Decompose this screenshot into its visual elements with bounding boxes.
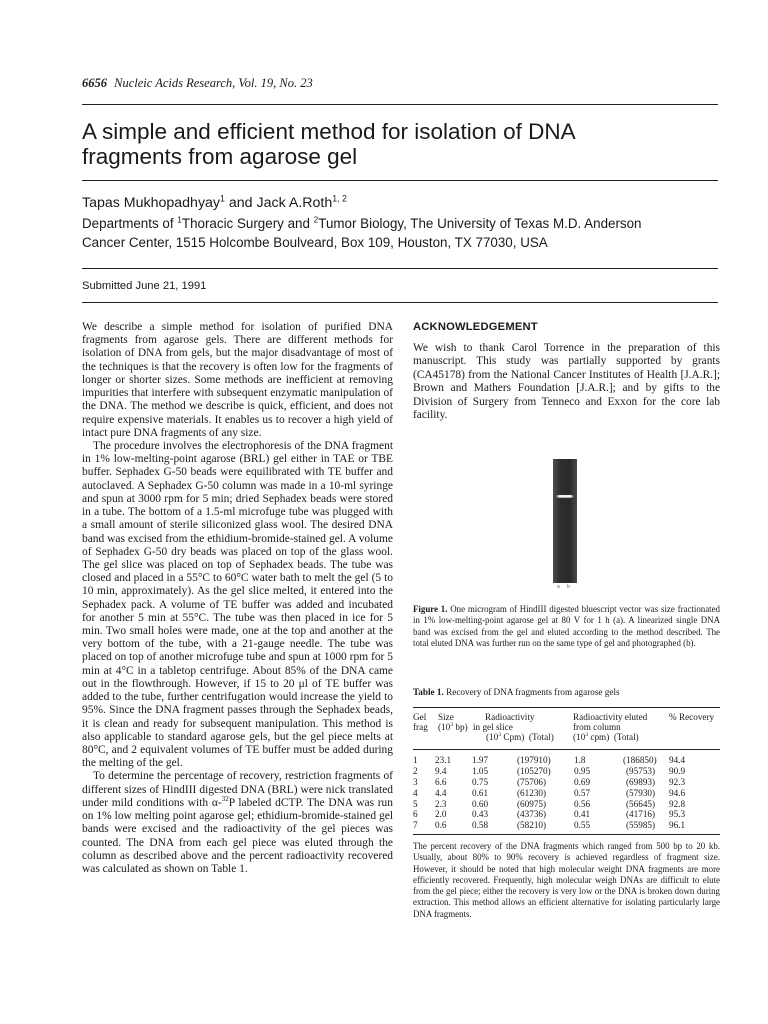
cell-radioactivity: 1.05 xyxy=(472,765,489,776)
column-header-gel-frag xyxy=(413,712,428,732)
header-text xyxy=(573,732,647,742)
acknowledgement-text: We wish to thank Carol Torrence in the preparation of this manuscript. This study was partially supported by grants (CA45178) from the National Cancer Institutes of Health [J.A.R.]; Brown and Mathers Foundation [J.A.R.]; and by gifts to the Division of Surgery from Tenneco and Exxon for the core lab facility. xyxy=(413,342,720,422)
header-superscript: 3 xyxy=(450,721,454,728)
author-affiliation-mark: 1, 2 xyxy=(332,193,347,204)
cell-radioactivity: 0.61 xyxy=(472,787,489,798)
cell-eluted-total: (57930) xyxy=(626,787,656,798)
cell-size: 0.6 xyxy=(435,820,447,831)
title-line-2: fragments from agarose gel xyxy=(82,144,358,169)
cell-radioactivity-total: (43736) xyxy=(517,809,547,820)
gel-photograph xyxy=(553,459,577,583)
affiliation-line-2: Cancer Center, 1515 Holcombe Boulveard, Box 109, Houston, TX 77030, USA xyxy=(82,235,548,250)
body-text: P labeled dCTP. The DNA was run on 1% low melting point agarose gel; ethidium-bromide-stained gel bands were excised and the radioactivity of the gel pieces was counted. The DNA from each gel piece was eluted through the column as described above and the percent radioactivity recovered was calculated as shown on Table 1. xyxy=(82,796,393,875)
header-text: % Recovery xyxy=(669,712,715,722)
cell-radioactivity: 0.60 xyxy=(472,798,489,809)
cell-eluted-total: (41716) xyxy=(626,809,656,820)
header-text: frag xyxy=(413,722,428,732)
cell-gel-frag: 3 xyxy=(413,776,418,787)
column-header-size xyxy=(438,712,468,732)
running-head xyxy=(82,76,313,91)
affiliation-text: Thoracic Surgery and xyxy=(181,216,314,231)
cell-recovery: 96.1 xyxy=(669,820,686,831)
title-line-1: A simple and efficient method for isolation of DNA xyxy=(82,119,576,144)
cell-radioactivity: 0.58 xyxy=(472,820,489,831)
cell-gel-frag: 7 xyxy=(413,820,418,831)
cell-radioactivity: 0.43 xyxy=(472,809,489,820)
affiliation-line-1 xyxy=(82,214,722,233)
cell-radioactivity-total: (61230) xyxy=(517,787,547,798)
table-header-rule xyxy=(413,749,720,750)
body-column-right xyxy=(413,321,720,422)
cell-radioactivity-total: (105270) xyxy=(517,765,551,776)
title-rule xyxy=(82,180,718,181)
table-row xyxy=(413,809,720,820)
paper-title xyxy=(82,119,722,169)
cell-eluted: 1.8 xyxy=(574,755,586,765)
cell-gel-frag: 1 xyxy=(413,755,418,765)
table-row xyxy=(413,755,720,766)
author-affiliation-mark: 1 xyxy=(220,193,225,204)
column-header-eluted xyxy=(573,712,647,742)
table-row xyxy=(413,820,720,831)
header-text xyxy=(438,722,468,732)
affiliation-mark: 1 xyxy=(177,214,182,225)
header-text: (10 xyxy=(438,722,451,732)
header-text: Radioactivity xyxy=(485,712,535,722)
table-footnote: The percent recovery of the DNA fragments which ranged from 500 bp to 20 kb. Usually, about 80% to 90% recovery is achieved regardless of fragment size. However, it should be noted that high molecular weight DNA fragments are more efficiently recovered. Frequently, high molecular weigh DNAs are difficult to elute from the gel piece; either the recovery is very low or the DNA is broken down during extraction. This method allows an efficient alternative for isolating particularly large DNA fragments. xyxy=(413,841,720,919)
cell-eluted: 0.69 xyxy=(574,776,591,787)
cell-eluted-total: (69893) xyxy=(626,776,656,787)
column-header-recovery xyxy=(669,712,714,722)
header-superscript: 3 xyxy=(498,731,502,738)
cell-gel-frag: 5 xyxy=(413,798,418,809)
header-text xyxy=(473,732,554,742)
cell-eluted: 0.95 xyxy=(574,765,591,776)
cell-gel-frag: 2 xyxy=(413,765,418,776)
cell-radioactivity-total: (60975) xyxy=(517,798,547,809)
cell-radioactivity-total: (197910) xyxy=(517,755,551,765)
cell-recovery: 94.4 xyxy=(669,755,686,765)
affiliation-mark: 2 xyxy=(313,214,319,225)
table-row xyxy=(413,788,720,799)
cell-eluted-total: (56645) xyxy=(626,798,656,809)
cell-radioactivity: 0.75 xyxy=(472,776,489,787)
cell-gel-frag: 4 xyxy=(413,787,418,798)
header-text: from column xyxy=(573,722,621,732)
cell-gel-frag: 6 xyxy=(413,809,418,820)
page-number: 6656 xyxy=(82,76,107,90)
body-column-left xyxy=(82,321,393,876)
author-conjunction: and xyxy=(224,195,257,211)
header-text: cpm) xyxy=(588,732,610,742)
cell-recovery: 94.6 xyxy=(669,787,686,798)
author-name: Tapas Mukhopadhyay xyxy=(82,195,221,211)
cell-eluted-total: (186850) xyxy=(623,755,657,765)
figure-label: Figure 1. xyxy=(413,604,448,614)
cell-eluted: 0.57 xyxy=(574,787,591,798)
cell-size: 2.3 xyxy=(435,798,447,809)
table-top-rule xyxy=(413,707,720,708)
cell-size: 9.4 xyxy=(435,765,447,776)
header-superscript: 3 xyxy=(585,731,589,738)
header-text: (10 xyxy=(486,732,499,742)
header-text: Size xyxy=(438,712,454,722)
cell-eluted: 0.56 xyxy=(574,798,591,809)
gel-lane-labels: a b xyxy=(557,584,573,590)
authors xyxy=(82,195,347,211)
cell-recovery: 92.3 xyxy=(669,776,686,787)
cell-eluted: 0.41 xyxy=(574,809,591,820)
table-row xyxy=(413,777,720,788)
affiliation-text: Departments of xyxy=(82,216,178,231)
cell-size: 2.0 xyxy=(435,809,447,820)
submission-date: Submitted June 21, 1991 xyxy=(82,280,207,292)
table-header xyxy=(413,712,720,748)
header-text: bp) xyxy=(453,722,468,732)
body-rule xyxy=(82,302,718,303)
table-label: Table 1. xyxy=(413,687,444,697)
table-title xyxy=(413,687,620,697)
body-text: To determine the percentage of recovery, restriction fragments of different sizes of HindIII digested DNA (BRL) were nick translated under mild conditions with α- xyxy=(82,770,393,809)
header-text: Cpm) xyxy=(501,732,525,742)
cell-eluted: 0.55 xyxy=(574,820,591,831)
table-row xyxy=(413,766,720,777)
header-text: (10 xyxy=(573,732,586,742)
figure-caption xyxy=(413,604,723,649)
dna-band xyxy=(556,496,574,498)
header-text: (Total) xyxy=(613,732,639,742)
cell-radioactivity-total: (58210) xyxy=(517,820,547,831)
cell-size: 23.1 xyxy=(435,755,452,765)
cell-size: 6.6 xyxy=(435,776,447,787)
header-text: in gel slice xyxy=(473,722,513,732)
table-body xyxy=(413,755,720,831)
top-rule xyxy=(82,104,718,105)
figure-caption-text: One microgram of HindIII digested bluescript vector was size fractionated in 1% low-melting-point agarose gel at 80 V for 1 h (a). A linearized single DNA band was excised from the gel and eluted according to the method described. The total eluted DNA was further run on the same type of gel and photographed (b). xyxy=(413,604,723,648)
affiliation xyxy=(82,214,722,252)
table-title-text: Recovery of DNA fragments from agarose gels xyxy=(443,687,620,697)
body-paragraph xyxy=(82,770,393,876)
cell-radioactivity-total: (75706) xyxy=(517,776,547,787)
cell-radioactivity: 1.97 xyxy=(472,755,489,765)
header-text: Radioactivity eluted xyxy=(573,712,648,722)
table-bottom-rule xyxy=(413,834,720,835)
author-name: Jack A.Roth xyxy=(256,195,333,211)
cell-recovery: 95.3 xyxy=(669,809,686,820)
body-paragraph: The procedure involves the electrophoresis of the DNA fragment in 1% low-melting-point agarose (BRL) gel either in TAE or TBE buffer. Sephadex G-50 beads were equilibrated with TE buffer and autoclaved. A Sephadex G-50 column was made in a 10-ml syringe and spun at 3000 rpm for 5 min; dried Sephadex beads were stored in a tube. The bottom of a 1.5-ml microfuge tube was plugged with a small amount of sterile siliconized glass wool. The desired DNA band was excised from the ethidium-bromide-stained gel. A volume of Sephadex G-50 dry beads was placed on top of the glass wool. The gel slice was placed on top of Sephadex beads. The tube was closed and placed in a 55°C to 60°C water bath to melt the gel (5 to 10 min, approximately). As the gel slice melted, it entered into the Sephadex pack. A volume of TE buffer was added and incubated for another 5 min at 55°C. The tube was then placed in ice for 5 min. Two small holes were made, one at the top and another at the very bottom of the tube, with a 21-gauge needle. The tube was placed on top of another microfuge tube and spun at 1000 rpm for 5 min at 4°C in a tabletop centrifuge. About 85% of the DNA came out in the flowthrough. However, if 15 to 20 μl of TE buffer was added to the tube, further centrifugation would increase the yield to 95%. Since the DNA fragment passes through the Sephadex beads, it is clean and ready for subsequent manipulation. This method is also applicable to standard agarose gels, but the gel piece melts at 80°C, and 2 equivalent volumes of TE buffer must be added during the melting of the gel. xyxy=(82,439,393,770)
cell-recovery: 90.9 xyxy=(669,765,686,776)
body-paragraph: We describe a simple method for isolation of purified DNA fragments from agarose gels. There are different methods for isolation of DNA from gels, but the major disadvantage of most of the techniques is that the recovery is often low for the fragments of longer or shorter sizes. Some methods are inefficient at removing impurities that interfere with subsequent enzymatic manipulation of the DNA. The method we describe is quick, efficient, and does not require expensive materials. It enables us to recover a high yield of intact pure DNA fragments of any size. xyxy=(82,321,393,439)
table-row xyxy=(413,799,720,810)
column-header-radioactivity xyxy=(473,712,554,742)
affiliation-text: Tumor Biology, The University of Texas M.D. Anderson xyxy=(318,216,642,231)
cell-eluted-total: (95753) xyxy=(626,765,656,776)
cell-recovery: 92.8 xyxy=(669,798,686,809)
acknowledgement-heading: ACKNOWLEDGEMENT xyxy=(413,321,538,333)
header-text: (Total) xyxy=(528,732,554,742)
cell-eluted-total: (55985) xyxy=(626,820,656,831)
isotope-superscript: 32 xyxy=(221,795,229,804)
cell-size: 4.4 xyxy=(435,787,447,798)
header-text: Gel xyxy=(413,712,427,722)
journal-citation: Nucleic Acids Research, Vol. 19, No. 23 xyxy=(114,76,313,90)
affiliation-rule xyxy=(82,268,718,269)
